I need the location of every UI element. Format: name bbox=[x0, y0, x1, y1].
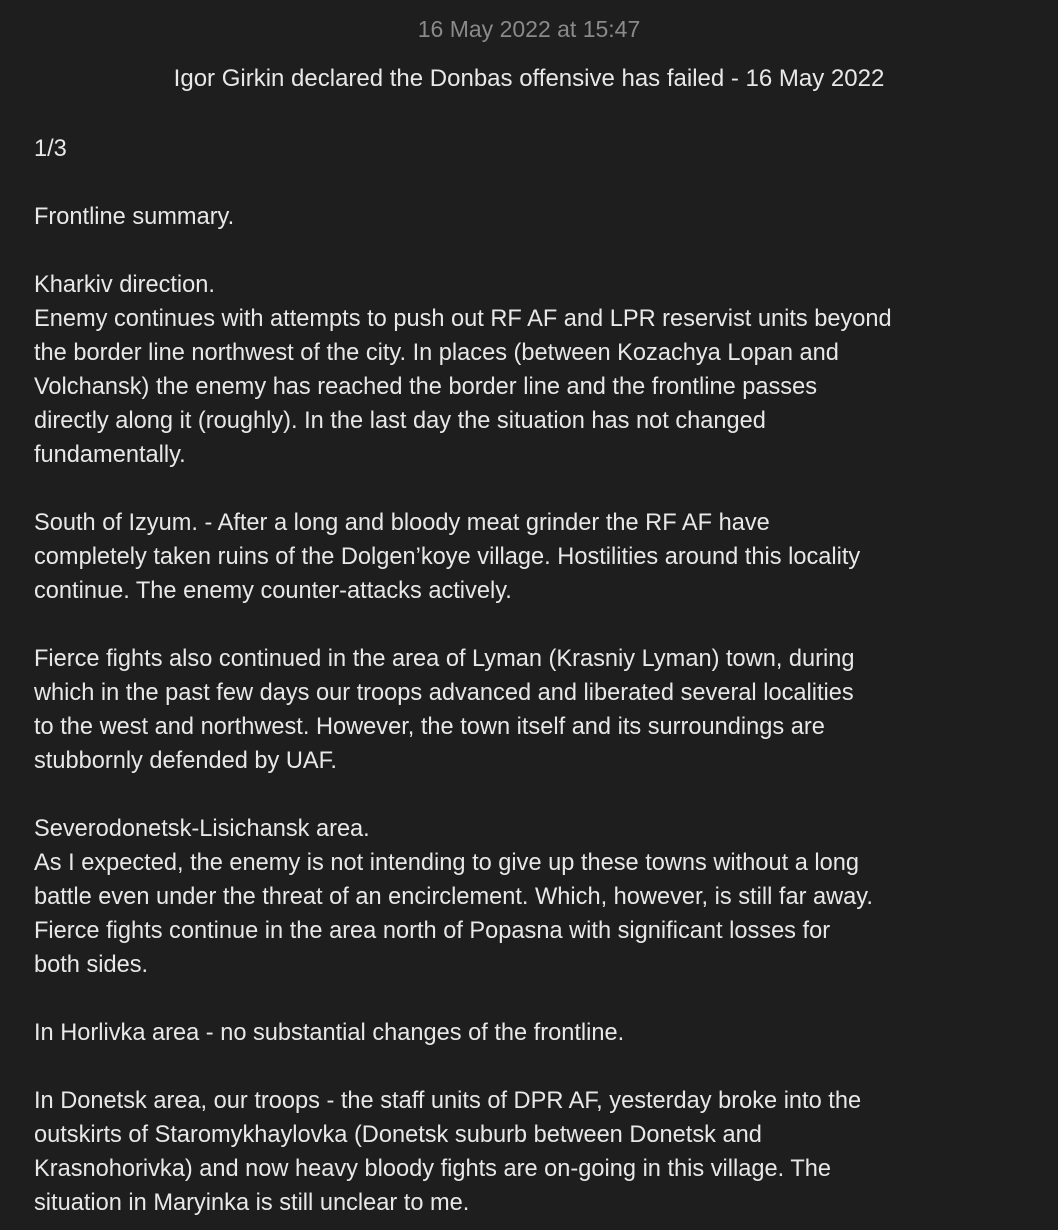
note-line: Kharkiv direction. bbox=[34, 272, 215, 298]
note-line: Severodonetsk-Lisichansk area. bbox=[34, 816, 370, 842]
note-paragraph bbox=[34, 812, 1024, 982]
note-paragraph bbox=[34, 1016, 1024, 1050]
note-line: situation in Maryinka is still unclear to me. bbox=[34, 1190, 470, 1216]
note-title[interactable]: Igor Girkin declared the Donbas offensive has failed - 16 May 2022 bbox=[173, 65, 885, 92]
note-paragraph bbox=[34, 642, 1024, 778]
note-line: completely taken ruins of the Dolgen’koye village. Hostilities around this locality bbox=[34, 544, 861, 570]
note-line: battle even under the threat of an encirclement. Which, however, is still far away. bbox=[34, 884, 873, 910]
note-line: Frontline summary. bbox=[34, 204, 235, 230]
note-line: 1/3 bbox=[34, 136, 67, 162]
note-line: directly along it (roughly). In the last day the situation has not changed bbox=[34, 408, 766, 434]
note-line: Fierce fights continue in the area north of Popasna with significant losses for bbox=[34, 918, 831, 944]
note-line: stubbornly defended by UAF. bbox=[34, 748, 337, 774]
note-line: continue. The enemy counter-attacks actively. bbox=[34, 578, 512, 604]
note-line: fundamentally. bbox=[34, 442, 186, 468]
note-paragraph bbox=[34, 268, 1024, 472]
note-paragraph bbox=[34, 200, 1024, 234]
note-line: In Donetsk area, our troops - the staff units of DPR AF, yesterday broke into the bbox=[34, 1088, 862, 1114]
note-line: As I expected, the enemy is not intending to give up these towns without a long bbox=[34, 850, 859, 876]
note-paragraph bbox=[34, 1084, 1024, 1220]
note-line: In Horlivka area - no substantial changes of the frontline. bbox=[34, 1020, 625, 1046]
note-line: both sides. bbox=[34, 952, 149, 978]
note-line: Krasnohorivka) and now heavy bloody fights are on-going in this village. The bbox=[34, 1156, 831, 1182]
note-line: Fierce fights also continued in the area of Lyman (Krasniy Lyman) town, during bbox=[34, 646, 855, 672]
note-paragraph bbox=[34, 132, 1024, 166]
note-timestamp: 16 May 2022 at 15:47 bbox=[417, 16, 641, 42]
note-line: the border line northwest of the city. In places (between Kozachya Lopan and bbox=[34, 340, 839, 366]
note-line: Volchansk) the enemy has reached the border line and the frontline passes bbox=[34, 374, 818, 400]
note-paragraph bbox=[34, 506, 1024, 608]
note-line: which in the past few days our troops advanced and liberated several localities bbox=[34, 680, 854, 706]
note-body[interactable] bbox=[34, 132, 1024, 1220]
note-line: Enemy continues with attempts to push out RF AF and LPR reservist units beyond bbox=[34, 306, 892, 332]
note-line: outskirts of Staromykhaylovka (Donetsk suburb between Donetsk and bbox=[34, 1122, 762, 1148]
note-line: to the west and northwest. However, the town itself and its surroundings are bbox=[34, 714, 825, 740]
note-line: South of Izyum. - After a long and bloody meat grinder the RF AF have bbox=[34, 510, 770, 536]
